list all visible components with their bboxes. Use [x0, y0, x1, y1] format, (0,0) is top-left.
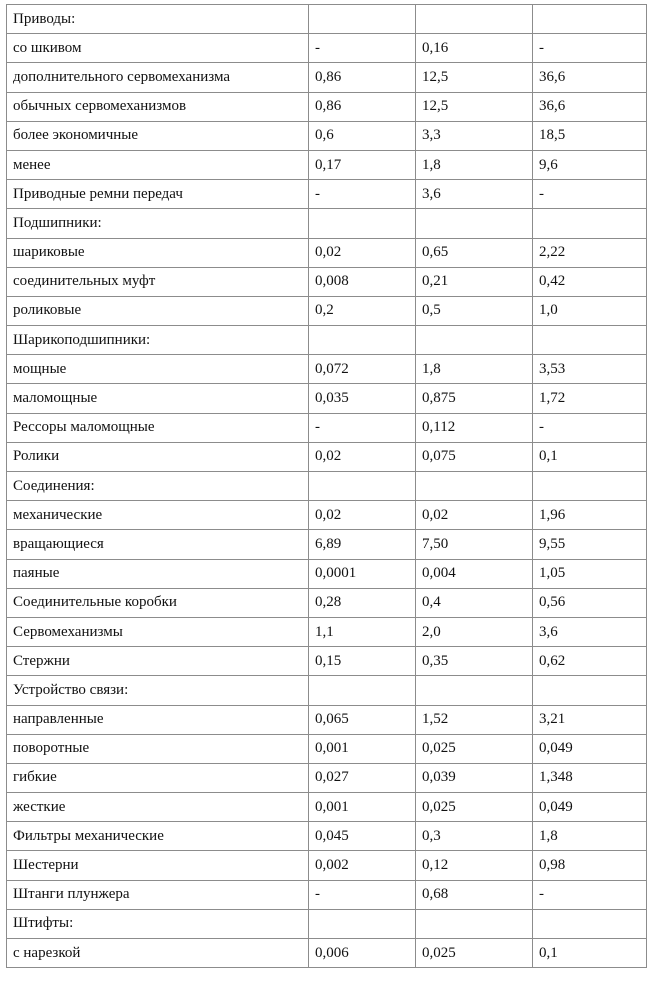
value-cell-2: [416, 909, 533, 938]
table-row: [7, 92, 647, 121]
table-row: [7, 851, 647, 880]
row-label-cell: направленные: [7, 705, 309, 734]
table-row: [7, 588, 647, 617]
row-label-cell: гибкие: [7, 763, 309, 792]
row-label-cell: обычных сервомеханизмов: [7, 92, 309, 121]
value-cell-1: 0,02: [309, 442, 416, 471]
row-label-cell: Приводы:: [7, 5, 309, 34]
table-row: [7, 63, 647, 92]
table-row: [7, 939, 647, 968]
value-cell-2: [416, 209, 533, 238]
value-cell-1: 0,002: [309, 851, 416, 880]
value-cell-2: 0,025: [416, 734, 533, 763]
table-row: [7, 296, 647, 325]
row-label-cell: Штанги плунжера: [7, 880, 309, 909]
table-row: [7, 501, 647, 530]
row-label-cell: жесткие: [7, 793, 309, 822]
row-label-cell: Приводные ремни передач: [7, 180, 309, 209]
row-label-cell: мощные: [7, 355, 309, 384]
value-cell-3: 1,96: [533, 501, 647, 530]
table-row: [7, 121, 647, 150]
value-cell-3: 3,53: [533, 355, 647, 384]
table-row: [7, 326, 647, 355]
value-cell-1: 0,027: [309, 763, 416, 792]
value-cell-3: 2,22: [533, 238, 647, 267]
table-row: [7, 909, 647, 938]
value-cell-3: 1,8: [533, 822, 647, 851]
value-cell-2: 0,025: [416, 939, 533, 968]
row-label-cell: Стержни: [7, 647, 309, 676]
value-cell-3: 0,049: [533, 793, 647, 822]
value-cell-3: -: [533, 413, 647, 442]
value-cell-3: 0,1: [533, 939, 647, 968]
value-cell-3: [533, 909, 647, 938]
value-cell-1: 0,02: [309, 238, 416, 267]
value-cell-3: 36,6: [533, 63, 647, 92]
value-cell-2: 0,35: [416, 647, 533, 676]
table-row: [7, 763, 647, 792]
value-cell-3: 0,42: [533, 267, 647, 296]
value-cell-1: 0,15: [309, 647, 416, 676]
value-cell-1: [309, 326, 416, 355]
value-cell-2: 3,3: [416, 121, 533, 150]
value-cell-1: 0,02: [309, 501, 416, 530]
value-cell-2: 7,50: [416, 530, 533, 559]
row-label-cell: дополнительного сервомеханизма: [7, 63, 309, 92]
value-cell-3: -: [533, 180, 647, 209]
value-cell-1: 0,6: [309, 121, 416, 150]
value-cell-2: 1,8: [416, 150, 533, 179]
table-row: [7, 472, 647, 501]
table-row: [7, 5, 647, 34]
value-cell-3: 18,5: [533, 121, 647, 150]
row-label-cell: Соединения:: [7, 472, 309, 501]
value-cell-3: 9,55: [533, 530, 647, 559]
row-label-cell: Рессоры маломощные: [7, 413, 309, 442]
table-row: [7, 530, 647, 559]
value-cell-1: 0,065: [309, 705, 416, 734]
value-cell-1: 0,001: [309, 734, 416, 763]
value-cell-1: 0,045: [309, 822, 416, 851]
value-cell-2: 3,6: [416, 180, 533, 209]
row-label-cell: Ролики: [7, 442, 309, 471]
row-label-cell: маломощные: [7, 384, 309, 413]
value-cell-3: [533, 209, 647, 238]
value-cell-2: 12,5: [416, 92, 533, 121]
value-cell-3: [533, 472, 647, 501]
value-cell-1: -: [309, 180, 416, 209]
value-cell-3: [533, 326, 647, 355]
value-cell-1: 0,072: [309, 355, 416, 384]
value-cell-2: 0,3: [416, 822, 533, 851]
value-cell-1: [309, 472, 416, 501]
table-row: [7, 209, 647, 238]
value-cell-3: 3,6: [533, 617, 647, 646]
row-label-cell: более экономичные: [7, 121, 309, 150]
value-cell-1: 6,89: [309, 530, 416, 559]
value-cell-1: 0,006: [309, 939, 416, 968]
value-cell-2: 0,112: [416, 413, 533, 442]
document-page: [6, 4, 654, 968]
value-cell-2: 0,21: [416, 267, 533, 296]
value-cell-2: 0,16: [416, 34, 533, 63]
value-cell-2: 0,02: [416, 501, 533, 530]
table-row: [7, 793, 647, 822]
value-cell-2: 2,0: [416, 617, 533, 646]
value-cell-2: 1,52: [416, 705, 533, 734]
value-cell-3: 1,72: [533, 384, 647, 413]
table-body: [7, 5, 647, 968]
row-label-cell: поворотные: [7, 734, 309, 763]
value-cell-2: 1,8: [416, 355, 533, 384]
table-row: [7, 617, 647, 646]
value-cell-2: 0,039: [416, 763, 533, 792]
value-cell-1: 0,86: [309, 63, 416, 92]
value-cell-2: [416, 5, 533, 34]
table-row: [7, 384, 647, 413]
value-cell-1: -: [309, 34, 416, 63]
value-cell-1: [309, 5, 416, 34]
row-label-cell: вращающиеся: [7, 530, 309, 559]
table-row: [7, 880, 647, 909]
value-cell-1: -: [309, 413, 416, 442]
value-cell-3: [533, 5, 647, 34]
row-label-cell: с нарезкой: [7, 939, 309, 968]
value-cell-2: 0,025: [416, 793, 533, 822]
value-cell-2: 0,004: [416, 559, 533, 588]
value-cell-1: 0,0001: [309, 559, 416, 588]
value-cell-3: 1,0: [533, 296, 647, 325]
table-row: [7, 734, 647, 763]
row-label-cell: соединительных муфт: [7, 267, 309, 296]
value-cell-3: 1,348: [533, 763, 647, 792]
value-cell-3: 0,049: [533, 734, 647, 763]
row-label-cell: паяные: [7, 559, 309, 588]
value-cell-1: 0,2: [309, 296, 416, 325]
value-cell-1: 0,28: [309, 588, 416, 617]
value-cell-3: 1,05: [533, 559, 647, 588]
row-label-cell: Шарикоподшипники:: [7, 326, 309, 355]
row-label-cell: Сервомеханизмы: [7, 617, 309, 646]
value-cell-3: 0,98: [533, 851, 647, 880]
row-label-cell: роликовые: [7, 296, 309, 325]
value-cell-1: 0,035: [309, 384, 416, 413]
value-cell-3: [533, 676, 647, 705]
value-cell-3: 0,62: [533, 647, 647, 676]
value-cell-2: 0,12: [416, 851, 533, 880]
value-cell-1: [309, 909, 416, 938]
value-cell-3: 0,56: [533, 588, 647, 617]
value-cell-2: [416, 326, 533, 355]
value-cell-1: [309, 209, 416, 238]
value-cell-1: -: [309, 880, 416, 909]
table-row: [7, 355, 647, 384]
failure-rate-table: [6, 4, 647, 968]
value-cell-3: 36,6: [533, 92, 647, 121]
value-cell-2: 0,68: [416, 880, 533, 909]
value-cell-2: [416, 676, 533, 705]
value-cell-1: 0,008: [309, 267, 416, 296]
row-label-cell: Устройство связи:: [7, 676, 309, 705]
value-cell-3: -: [533, 880, 647, 909]
table-row: [7, 34, 647, 63]
row-label-cell: механические: [7, 501, 309, 530]
table-row: [7, 442, 647, 471]
table-row: [7, 559, 647, 588]
value-cell-2: 0,5: [416, 296, 533, 325]
table-row: [7, 413, 647, 442]
value-cell-1: 0,001: [309, 793, 416, 822]
table-row: [7, 676, 647, 705]
row-label-cell: менее: [7, 150, 309, 179]
row-label-cell: со шкивом: [7, 34, 309, 63]
value-cell-1: 0,86: [309, 92, 416, 121]
value-cell-2: 0,075: [416, 442, 533, 471]
value-cell-3: 0,1: [533, 442, 647, 471]
row-label-cell: Фильтры механические: [7, 822, 309, 851]
row-label-cell: Соединительные коробки: [7, 588, 309, 617]
value-cell-2: 12,5: [416, 63, 533, 92]
value-cell-2: 0,4: [416, 588, 533, 617]
table-row: [7, 267, 647, 296]
table-row: [7, 822, 647, 851]
row-label-cell: Штифты:: [7, 909, 309, 938]
value-cell-3: 3,21: [533, 705, 647, 734]
value-cell-1: 1,1: [309, 617, 416, 646]
table-row: [7, 180, 647, 209]
value-cell-2: 0,875: [416, 384, 533, 413]
table-row: [7, 647, 647, 676]
value-cell-1: [309, 676, 416, 705]
table-row: [7, 705, 647, 734]
row-label-cell: шариковые: [7, 238, 309, 267]
row-label-cell: Шестерни: [7, 851, 309, 880]
table-row: [7, 238, 647, 267]
row-label-cell: Подшипники:: [7, 209, 309, 238]
value-cell-1: 0,17: [309, 150, 416, 179]
value-cell-2: 0,65: [416, 238, 533, 267]
value-cell-3: -: [533, 34, 647, 63]
table-row: [7, 150, 647, 179]
value-cell-2: [416, 472, 533, 501]
value-cell-3: 9,6: [533, 150, 647, 179]
